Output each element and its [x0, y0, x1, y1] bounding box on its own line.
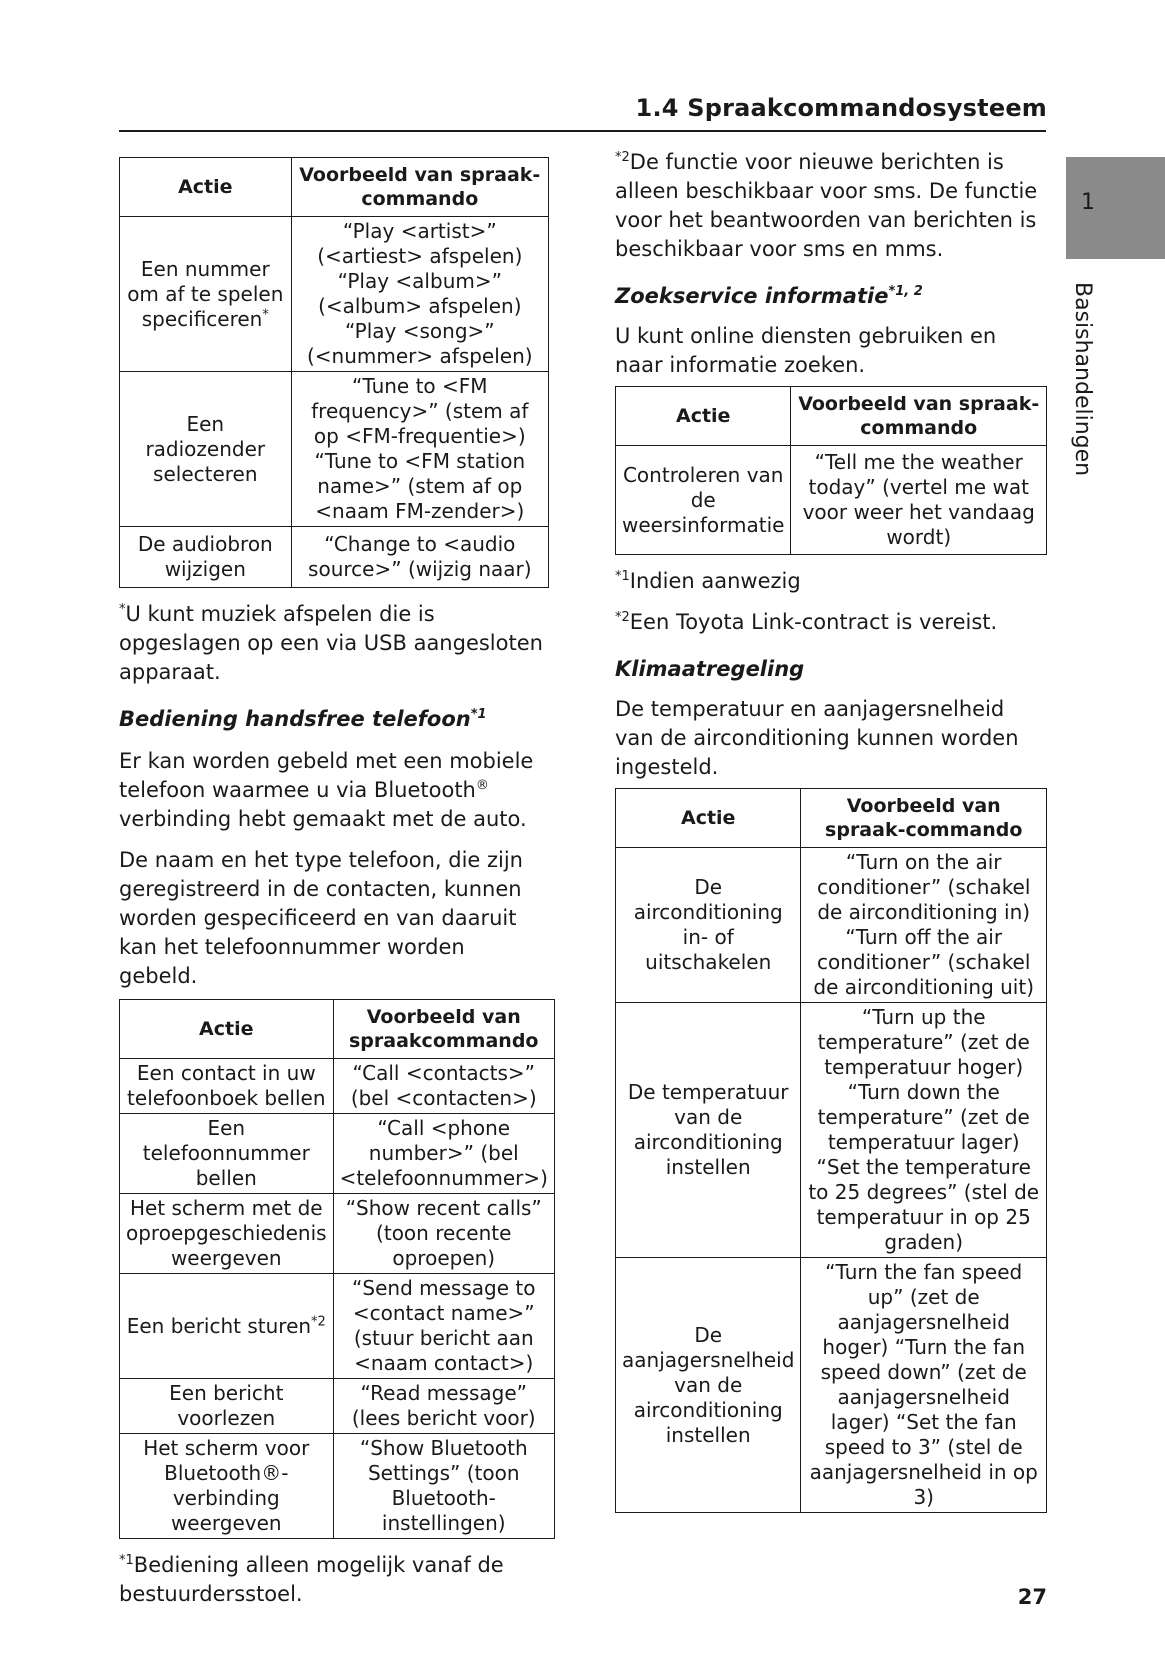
table-header-row	[616, 789, 1047, 848]
chapter-number: 1	[1081, 190, 1095, 215]
example-cell: “Turn up the temperature” (zet de temperatuur hoger) “Turn down the temperature” (zet de temperatuur lager) “Set the temperature to 25 degrees” (stel de temperatuur in op 25 graden)	[801, 1003, 1047, 1258]
example-cell: “Turn on the air conditioner” (schakel de airconditioning in) “Turn off the air conditioner” (schakel de airconditioning uit)	[801, 848, 1047, 1003]
example-cell: “Tune to <FM frequency>” (stem af op <FM-frequentie>) “Tune to <FM station name>” (stem af op <naam FM-zender>)	[291, 372, 548, 527]
action-cell: Een bericht sturen$^{*2}$	[120, 1274, 334, 1379]
table-row	[120, 1274, 555, 1379]
table-row	[616, 848, 1047, 1003]
para-handsfree-1: Er kan worden gebeld met een mobiele telefoon waarmee u via Bluetooth® verbinding hebt gemaakt met de auto.	[119, 749, 534, 831]
chapter-label: Basishandelingen	[1070, 282, 1095, 477]
action-cell: De airconditioning in- of uitschakelen	[616, 848, 801, 1003]
section-title: 1.4 Spraakcommandosysteem	[635, 94, 1047, 122]
footnote-b: $^{*2}$Een Toyota Link-contract is vereist.	[615, 610, 998, 634]
para-handsfree-2: De naam en het type telefoon, die zijn geregistreerd in de contacten, kunnen worden gespecificeerd en van daaruit kan het telefoonnummer worden gebeld.	[119, 848, 523, 988]
table-row	[120, 1379, 555, 1434]
table-row	[120, 1114, 555, 1194]
action-cell: De temperatuur van de airconditioning instellen	[616, 1003, 801, 1258]
table-row	[616, 1003, 1047, 1258]
action-cell: Het scherm voor Bluetooth®- verbinding weergeven	[120, 1434, 334, 1539]
left-column	[119, 157, 549, 1609]
header-rule	[119, 130, 1046, 132]
table-row	[120, 1194, 555, 1274]
table-header-row	[120, 1000, 555, 1059]
climate-table	[615, 788, 1047, 1513]
heading-climate: Klimaatregeling	[615, 657, 805, 681]
column-header-example: Voorbeeld van spraakcommando	[333, 1000, 554, 1059]
heading-search: Zoekservice informatie$^{*1, 2}$	[615, 284, 923, 308]
action-cell: De audiobron wijzigen	[120, 527, 292, 588]
action-cell: Een nummer om af te spelen specificeren*	[120, 217, 292, 372]
example-cell: “Change to <audio source>” (wijzig naar)	[291, 527, 548, 588]
example-cell: “Show recent calls” (toon recente oproepen)	[333, 1194, 554, 1274]
example-cell: “Tell me the weather today” (vertel me wat voor weer het vandaag wordt)	[791, 446, 1047, 555]
table-row	[616, 446, 1047, 555]
table-row	[120, 1059, 555, 1114]
music-radio-table	[119, 157, 549, 588]
footnote-2-top: $^{*2}$De functie voor nieuwe berichten is alleen beschikbaar voor sms. De functie voor het beantwoorden van berichten is beschikbaar voor sms en mms.	[615, 150, 1038, 261]
example-cell: “Read message” (lees bericht voor)	[333, 1379, 554, 1434]
example-cell: “Call <phone number>” (bel <telefoonnummer>)	[333, 1114, 554, 1194]
table-header-row	[120, 158, 549, 217]
phone-table	[119, 999, 555, 1539]
action-cell: Het scherm met de oproepgeschiedenis weergeven	[120, 1194, 334, 1274]
right-column	[615, 148, 1047, 1513]
column-header-example: Voorbeeld van spraak-commando	[791, 387, 1047, 446]
example-cell: “Send message to <contact name>” (stuur bericht aan <naam contact>)	[333, 1274, 554, 1379]
para-climate: De temperatuur en aanjagersnelheid van de airconditioning kunnen worden ingesteld.	[615, 697, 1019, 779]
search-table	[615, 386, 1047, 555]
column-header-example: Voorbeeld van spraak-commando	[291, 158, 548, 217]
action-cell: Een radiozender selecteren	[120, 372, 292, 527]
page-number: 27	[1017, 1585, 1047, 1609]
footnote-1: $^{*1}$Bediening alleen mogelijk vanaf de bestuurdersstoel.	[119, 1553, 504, 1606]
action-cell: Een contact in uw telefoonboek bellen	[120, 1059, 334, 1114]
heading-handsfree: Bediening handsfree telefoon$^{*1}$	[119, 707, 487, 731]
column-header-action: Actie	[616, 789, 801, 848]
table-row	[120, 217, 549, 372]
table-row	[120, 1434, 555, 1539]
action-cell: Een telefoonnummer bellen	[120, 1114, 334, 1194]
action-cell: Een bericht voorlezen	[120, 1379, 334, 1434]
column-header-action: Actie	[616, 387, 791, 446]
example-cell: “Play <artist>” (<artiest> afspelen) “Play <album>” (<album> afspelen) “Play <song>” (<nummer> afspelen)	[291, 217, 548, 372]
column-header-action: Actie	[120, 1000, 334, 1059]
table-header-row	[616, 387, 1047, 446]
column-header-action: Actie	[120, 158, 292, 217]
table-row	[120, 527, 549, 588]
example-cell: “Turn the fan speed up” (zet de aanjagersnelheid hoger) “Turn the fan speed down” (zet de aanjagersnelheid lager) “Set the fan speed to 3” (stel de aanjagersnelheid in op 3)	[801, 1258, 1047, 1513]
para-search: U kunt online diensten gebruiken en naar informatie zoeken.	[615, 324, 997, 377]
example-cell: “Show Bluetooth Settings” (toon Bluetooth-instellingen)	[333, 1434, 554, 1539]
table-row	[616, 1258, 1047, 1513]
footnote-a: $^{*1}$Indien aanwezig	[615, 569, 801, 593]
footnote-star: *U kunt muziek afspelen die is opgeslagen op een via USB aangesloten apparaat.	[119, 602, 543, 684]
action-cell: Controleren van de weersinformatie	[616, 446, 791, 555]
column-header-example: Voorbeeld van spraak-commando	[801, 789, 1047, 848]
action-cell: De aanjagersnelheid van de airconditioning instellen	[616, 1258, 801, 1513]
example-cell: “Call <contacts>” (bel <contacten>)	[333, 1059, 554, 1114]
table-row	[120, 372, 549, 527]
